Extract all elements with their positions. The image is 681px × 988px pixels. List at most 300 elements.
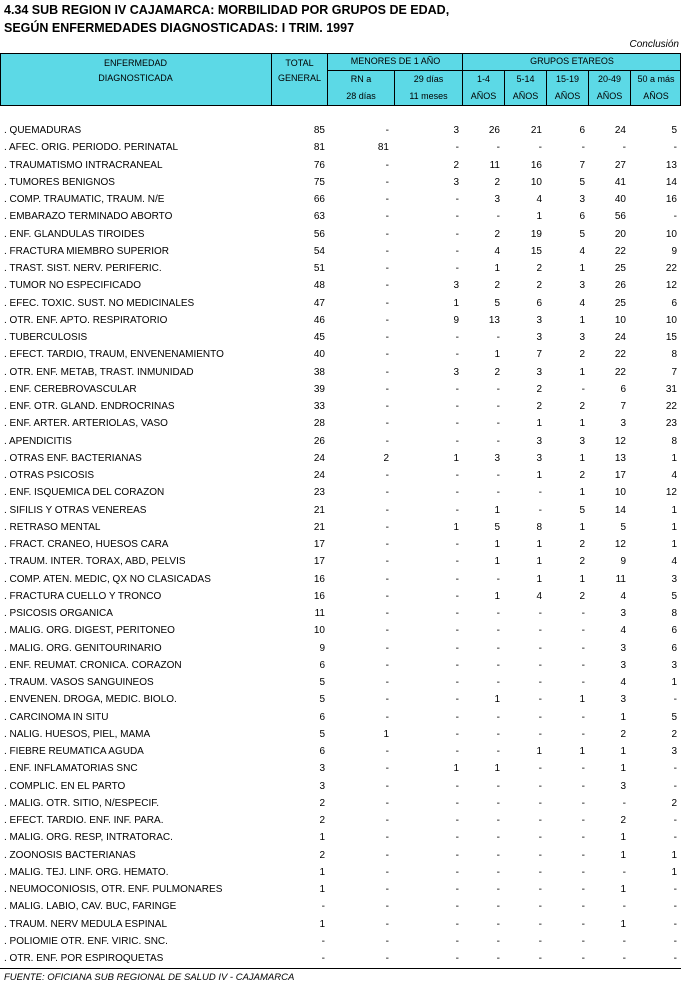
table-cell: - (538, 711, 542, 723)
table-cell: 54 (313, 245, 325, 257)
table-cell: 2 (671, 797, 677, 809)
table-cell: - (496, 797, 500, 809)
table-row (0, 588, 681, 605)
table-cell: 3 (536, 332, 542, 343)
table-cell: 39 (313, 383, 325, 395)
table-cell: 2 (494, 280, 500, 292)
table-cell: - (581, 832, 585, 844)
table-cell: 3 (671, 573, 677, 585)
header-g4-2: AÑOS (596, 91, 623, 101)
table-cell: - (581, 866, 585, 878)
disease-name: . MALIG. LABIO, CAV. BUC, FARINGE (4, 901, 177, 913)
table-cell: 5 (671, 711, 677, 723)
table-cell: 22 (665, 401, 677, 412)
table-cell: 15 (530, 245, 542, 257)
table-cell: - (673, 142, 677, 154)
table-cell: 1 (579, 418, 585, 430)
table-row (0, 346, 681, 363)
disease-name: . RETRASO MENTAL (4, 521, 101, 533)
table-cell: 6 (319, 659, 325, 671)
table-cell: 6 (579, 125, 585, 136)
table-cell: 1 (494, 539, 500, 550)
table-cell: 5 (319, 694, 325, 706)
table-cell: 41 (614, 176, 626, 188)
table-cell: 14 (665, 176, 677, 188)
table-cell: - (496, 884, 500, 895)
table-cell: - (385, 953, 389, 964)
table-cell: - (385, 280, 389, 292)
table-cell: 5 (494, 297, 500, 309)
table-cell: - (385, 383, 389, 395)
table-cell: - (673, 901, 677, 913)
disease-name: . ENF. OTR. GLAND. ENDROCRINAS (4, 401, 175, 412)
disease-name: . QUEMADURAS (4, 125, 82, 136)
table-cell: 20 (614, 228, 626, 240)
table-cell: 1 (579, 366, 585, 378)
table-cell: 7 (671, 366, 677, 378)
table-cell: - (538, 815, 542, 826)
table-row (0, 536, 681, 553)
table-cell: - (455, 383, 459, 395)
table-cell: - (496, 142, 500, 154)
table-cell: 10 (614, 487, 626, 499)
table-cell: 10 (665, 228, 677, 240)
table-row (0, 674, 681, 691)
table-cell: - (538, 780, 542, 792)
table-row (0, 484, 681, 501)
table-cell: - (581, 935, 585, 947)
header-g3-1: 15-19 (555, 74, 580, 84)
table-cell: - (496, 642, 500, 654)
disease-name: . APENDICITIS (4, 435, 72, 447)
table-cell: 17 (614, 470, 626, 481)
table-cell: - (581, 711, 585, 723)
header-bottom-rule (0, 105, 681, 106)
disease-name: . OTRAS ENF. BACTERIANAS (4, 452, 142, 464)
table-cell: - (581, 780, 585, 792)
table-cell: 21 (530, 125, 542, 136)
table-cell: - (455, 211, 459, 223)
table-cell: 26 (313, 435, 325, 447)
table-cell: 1 (319, 884, 325, 895)
table-cell: 22 (614, 366, 626, 378)
table-cell: - (496, 332, 500, 343)
table-cell: - (385, 780, 389, 792)
table-cell: 2 (536, 383, 542, 395)
table-cell: 2 (494, 366, 500, 378)
table-cell: 24 (313, 452, 325, 464)
table-cell: - (385, 815, 389, 826)
header-divider (327, 53, 328, 106)
table-row (0, 381, 681, 398)
table-cell: - (622, 142, 626, 154)
table-cell: - (581, 849, 585, 861)
table-cell: 40 (614, 194, 626, 205)
table-row (0, 226, 681, 243)
table-cell: - (455, 470, 459, 481)
table-cell: 2 (579, 401, 585, 412)
header-g2-1: 5-14 (516, 74, 535, 84)
header-rn-1: RN a (350, 74, 372, 84)
table-cell: 6 (671, 297, 677, 309)
table-cell: 1 (620, 746, 626, 757)
header-divider (588, 70, 589, 106)
table-cell: - (455, 435, 459, 447)
table-cell: - (581, 677, 585, 688)
table-cell: 28 (313, 418, 325, 430)
table-cell: 2 (620, 728, 626, 740)
table-cell: 19 (530, 228, 542, 240)
table-cell: 3 (620, 694, 626, 706)
header-menores: MENORES DE 1 AÑO (350, 56, 441, 66)
table-cell: - (455, 797, 459, 809)
table-cell: 75 (313, 176, 325, 188)
table-title-line1: 4.34 SUB REGION IV CAJAMARCA: MORBILIDAD POR GRUPOS DE EDAD, (4, 3, 450, 17)
table-cell: 3 (620, 608, 626, 619)
header-enfermedad-1: ENFERMEDAD (103, 58, 167, 68)
table-cell: 3 (620, 642, 626, 654)
table-cell: 1 (536, 556, 542, 568)
table-cell: - (455, 332, 459, 343)
table-cell: - (321, 953, 325, 964)
disease-name: . TRAUMATISMO INTRACRANEAL (4, 159, 163, 171)
table-cell: - (496, 711, 500, 723)
table-row (0, 243, 681, 260)
table-cell: - (455, 263, 459, 274)
table-cell: - (385, 504, 389, 516)
table-cell: - (385, 711, 389, 723)
header-border-left (0, 53, 1, 106)
table-row (0, 933, 681, 950)
table-cell: 23 (313, 487, 325, 499)
disease-name: . EFEC. TOXIC. SUST. NO MEDICINALES (4, 297, 195, 309)
table-cell: - (581, 642, 585, 654)
table-cell: - (455, 539, 459, 550)
table-cell: 1 (620, 849, 626, 861)
table-cell: 63 (313, 211, 325, 223)
table-row (0, 622, 681, 639)
table-cell: - (673, 763, 677, 775)
header-divider (271, 53, 272, 106)
header-29dias-1: 29 días (413, 74, 444, 84)
disease-name: . NEUMOCONIOSIS, OTR. ENF. PULMONARES (4, 884, 223, 895)
table-cell: 51 (313, 263, 325, 274)
header-total-2: GENERAL (277, 73, 321, 83)
table-cell: 12 (665, 280, 677, 292)
table-cell: - (455, 884, 459, 895)
table-cell: - (385, 608, 389, 619)
table-row (0, 122, 681, 139)
table-cell: - (581, 918, 585, 930)
disease-name: . EFECT. TARDIO. ENF. INF. PARA. (4, 815, 164, 826)
table-row (0, 450, 681, 467)
table-cell: 7 (620, 401, 626, 412)
table-row (0, 605, 681, 622)
table-cell: 10 (530, 176, 542, 188)
table-cell: - (455, 659, 459, 671)
table-cell: 3 (453, 176, 459, 188)
table-cell: - (581, 659, 585, 671)
table-cell: - (455, 642, 459, 654)
disease-name: . EMBARAZO TERMINADO ABORTO (4, 211, 173, 223)
table-cell: - (385, 918, 389, 930)
table-cell: - (622, 797, 626, 809)
table-cell: - (496, 625, 500, 637)
table-cell: - (581, 608, 585, 619)
table-cell: 13 (665, 159, 677, 171)
table-row (0, 640, 681, 657)
header-g1-2: AÑOS (470, 91, 497, 101)
table-cell: 85 (313, 125, 325, 136)
table-cell: 24 (614, 332, 626, 343)
disease-name: . ENF. GLANDULAS TIROIDES (4, 228, 145, 240)
table-cell: 9 (671, 245, 677, 257)
table-cell: - (385, 694, 389, 706)
table-cell: 1 (494, 349, 500, 361)
table-cell: - (385, 401, 389, 412)
table-cell: 2 (319, 849, 325, 861)
table-cell: - (622, 866, 626, 878)
table-cell: 5 (620, 521, 626, 533)
table-cell: 9 (620, 556, 626, 568)
table-cell: 16 (665, 194, 677, 205)
table-cell: 2 (536, 401, 542, 412)
table-cell: 12 (665, 487, 677, 499)
header-divider (630, 70, 631, 106)
table-cell: - (455, 142, 459, 154)
table-cell: 4 (671, 556, 677, 568)
table-cell: 3 (536, 435, 542, 447)
table-cell: - (385, 625, 389, 637)
table-header (0, 53, 681, 106)
table-cell: - (385, 228, 389, 240)
table-cell: 24 (614, 125, 626, 136)
table-cell: 47 (313, 297, 325, 309)
disease-name: . ENF. REUMAT. CRONICA. CORAZON (4, 659, 182, 671)
table-cell: 16 (313, 573, 325, 585)
table-cell: 2 (536, 280, 542, 292)
table-cell: 1 (319, 918, 325, 930)
table-cell: 3 (453, 366, 459, 378)
table-cell: - (455, 866, 459, 878)
table-cell: - (538, 953, 542, 964)
table-cell: 3 (494, 452, 500, 464)
table-cell: - (538, 884, 542, 895)
table-cell: - (385, 418, 389, 430)
table-cell: - (581, 383, 585, 395)
table-cell: 3 (579, 332, 585, 343)
table-cell: 21 (313, 521, 325, 533)
table-cell: - (385, 849, 389, 861)
table-cell: 2 (319, 815, 325, 826)
table-cell: 3 (536, 452, 542, 464)
table-cell: 22 (614, 245, 626, 257)
table-cell: 12 (614, 539, 626, 550)
table-cell: - (385, 366, 389, 378)
header-grupos: GRUPOS ETAREOS (530, 56, 614, 66)
table-row (0, 571, 681, 588)
table-row (0, 191, 681, 208)
table-cell: 6 (579, 211, 585, 223)
header-g2-2: AÑOS (512, 91, 539, 101)
header-divider (504, 70, 505, 106)
table-cell: - (673, 832, 677, 844)
table-cell: 2 (453, 159, 459, 171)
table-cell: 5 (319, 677, 325, 688)
table-cell: 3 (671, 659, 677, 671)
table-cell: - (538, 487, 542, 499)
table-cell: 4 (579, 297, 585, 309)
table-cell: 56 (313, 228, 325, 240)
table-cell: 1 (671, 677, 677, 688)
table-cell: 1 (383, 728, 389, 740)
table-cell: 11 (615, 573, 626, 585)
disease-name: . TUMORES BENIGNOS (4, 176, 115, 188)
table-cell: 1 (536, 418, 542, 430)
table-cell: 1 (671, 539, 677, 550)
table-cell: 7 (536, 349, 542, 361)
table-cell: - (496, 435, 500, 447)
table-cell: - (455, 573, 459, 585)
table-cell: - (496, 953, 500, 964)
table-cell: 11 (489, 159, 500, 171)
table-cell: - (581, 797, 585, 809)
table-cell: 1 (453, 452, 459, 464)
table-cell: 25 (614, 297, 626, 309)
table-cell: 4 (620, 677, 626, 688)
disease-name: . MALIG. ORG. DIGEST, PERITONEO (4, 625, 175, 637)
table-row (0, 329, 681, 346)
header-divider (546, 70, 547, 106)
table-cell: - (385, 332, 389, 343)
disease-name: . CARCINOMA IN SITU (4, 711, 109, 723)
table-cell: - (385, 314, 389, 326)
table-cell: 1 (453, 297, 459, 309)
table-cell: - (385, 556, 389, 568)
header-g5-1: 50 a más (637, 74, 675, 84)
table-cell: 22 (665, 263, 677, 274)
table-cell: 1 (319, 866, 325, 878)
table-row (0, 553, 681, 570)
disease-name: . FRACTURA CUELLO Y TRONCO (4, 590, 162, 602)
table-cell: - (538, 142, 542, 154)
table-cell: 8 (671, 349, 677, 361)
table-row (0, 208, 681, 225)
table-cell: - (496, 487, 500, 499)
table-cell: - (673, 815, 677, 826)
table-cell: - (538, 918, 542, 930)
table-cell: 81 (313, 142, 325, 154)
table-cell: 4 (620, 590, 626, 602)
table-cell: - (455, 608, 459, 619)
table-row (0, 898, 681, 915)
table-cell: 3 (579, 435, 585, 447)
header-29dias-2: 11 meses (409, 91, 448, 101)
table-cell: 4 (494, 245, 500, 257)
table-cell: - (455, 418, 459, 430)
table-cell: - (385, 832, 389, 844)
disease-name: . EFECT. TARDIO, TRAUM, ENVENENAMIENTO (4, 349, 224, 361)
table-cell: 1 (536, 211, 542, 223)
table-cell: - (385, 125, 389, 136)
table-cell: - (496, 780, 500, 792)
table-cell: - (385, 297, 389, 309)
table-cell: 76 (313, 159, 325, 171)
header-g1-1: 1-4 (476, 74, 490, 84)
table-cell: - (455, 849, 459, 861)
table-cell: - (385, 521, 389, 533)
table-cell: 3 (620, 418, 626, 430)
table-cell: - (385, 677, 389, 688)
table-cell: - (385, 194, 389, 205)
table-cell: 5 (579, 176, 585, 188)
table-cell: 1 (536, 470, 542, 481)
header-g4-1: 20-49 (597, 74, 622, 84)
disease-name: . TRAST. SIST. NERV. PERIFERIC. (4, 263, 162, 274)
table-cell: - (496, 746, 500, 757)
table-cell: - (455, 487, 459, 499)
table-cell: - (581, 884, 585, 895)
table-cell: - (455, 746, 459, 757)
table-cell: 1 (579, 314, 585, 326)
disease-name: . PSICOSIS ORGANICA (4, 608, 113, 619)
table-cell: 1 (620, 884, 626, 895)
table-cell: 2 (536, 263, 542, 274)
table-cell: - (538, 625, 542, 637)
table-cell: - (538, 659, 542, 671)
table-cell: 26 (488, 125, 500, 136)
table-cell: - (622, 901, 626, 913)
table-row (0, 467, 681, 484)
table-cell: 6 (620, 383, 626, 395)
header-enfermedad-2: DIAGNOSTICADA (98, 73, 173, 83)
table-cell: - (581, 142, 585, 154)
disease-name: . TUMOR NO ESPECIFICADO (4, 280, 142, 292)
table-row (0, 726, 681, 743)
table-cell: 33 (313, 401, 325, 412)
table-cell: 3 (319, 780, 325, 792)
table-cell: 40 (313, 349, 325, 361)
table-cell: 14 (614, 504, 626, 516)
table-cell: 8 (671, 435, 677, 447)
table-cell: - (496, 728, 500, 740)
table-cell: - (538, 642, 542, 654)
table-cell: - (385, 435, 389, 447)
table-cell: - (385, 211, 389, 223)
table-cell: - (581, 763, 585, 775)
disease-name: . TRAUM. VASOS SANGUINEOS (4, 677, 154, 688)
disease-name: . FIEBRE REUMATICA AGUDA (4, 746, 144, 757)
disease-name: . TUBERCULOSIS (4, 332, 88, 343)
conclusion-label: Conclusión (629, 39, 679, 50)
table-cell: - (581, 901, 585, 913)
table-cell: 9 (319, 642, 325, 654)
disease-name: . NALIG. HUESOS, PIEL, MAMA (4, 728, 151, 740)
table-bottom-rule (0, 968, 681, 969)
table-cell: - (496, 470, 500, 481)
header-top-rule (0, 53, 681, 54)
disease-name: . COMPLIC. EN EL PARTO (4, 780, 126, 792)
table-row (0, 502, 681, 519)
table-cell: - (622, 953, 626, 964)
table-cell: 1 (494, 590, 500, 602)
table-cell: - (321, 901, 325, 913)
table-cell: - (496, 573, 500, 585)
table-row (0, 312, 681, 329)
table-cell: 2 (579, 349, 585, 361)
disease-name: . ENF. ARTER. ARTERIOLAS, VASO (4, 418, 168, 430)
source-footnote: FUENTE: OFICIANA SUB REGIONAL DE SALUD IV - CAJAMARCA (4, 972, 295, 983)
